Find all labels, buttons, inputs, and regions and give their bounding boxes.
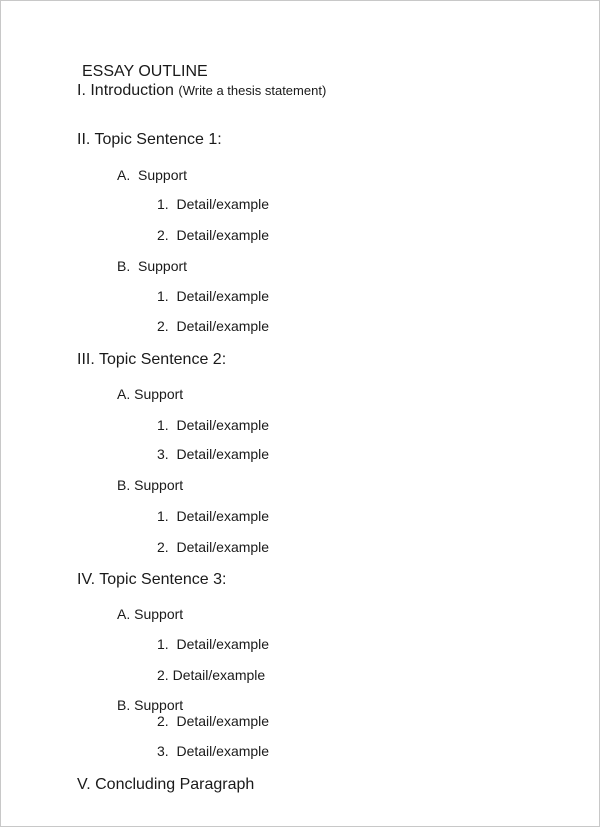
detail-item (157, 540, 269, 554)
support-label: Support (138, 167, 188, 183)
support-label: Support (138, 258, 188, 274)
support-label: Support (134, 606, 184, 622)
section-heading-text: Topic Sentence 3: (99, 571, 227, 588)
support-label: Support (134, 477, 184, 493)
detail-number: 2. (157, 227, 169, 243)
support-item (117, 168, 187, 182)
section-heading-text: Introduction (90, 82, 174, 99)
detail-number: 2. (157, 539, 169, 555)
support-letter: B. (117, 477, 131, 493)
detail-number: 1. (157, 196, 169, 212)
detail-text: Detail/example (176, 508, 270, 524)
support-letter: B. (117, 258, 131, 274)
detail-text: Detail/example (172, 667, 266, 683)
detail-item (157, 668, 265, 682)
detail-text: Detail/example (176, 417, 270, 433)
detail-text: Detail/example (176, 227, 270, 243)
detail-item (157, 319, 269, 333)
detail-item (157, 289, 269, 303)
detail-text: Detail/example (176, 713, 270, 729)
support-letter: B. (117, 697, 131, 713)
section-numeral: V. (77, 776, 91, 793)
detail-number: 1. (157, 288, 169, 304)
support-item (117, 607, 183, 621)
detail-text: Detail/example (176, 636, 270, 652)
support-item (117, 387, 183, 401)
detail-number: 2. (157, 667, 169, 683)
detail-item (157, 228, 269, 242)
section-heading-conclusion (77, 777, 254, 793)
support-letter: A. (117, 606, 131, 622)
section-heading-text: Topic Sentence 2: (98, 351, 227, 368)
support-item (117, 478, 183, 492)
detail-text: Detail/example (176, 318, 270, 334)
detail-item (157, 197, 269, 211)
section-note: (Write a thesis statement) (178, 83, 327, 98)
support-label: Support (134, 386, 184, 402)
detail-number: 2. (157, 713, 169, 729)
section-heading-topic-1 (77, 132, 222, 148)
detail-number: 1. (157, 417, 169, 433)
section-heading-topic-3 (77, 572, 226, 588)
detail-text: Detail/example (176, 196, 270, 212)
section-numeral: III. (77, 351, 95, 368)
detail-text: Detail/example (176, 288, 270, 304)
section-heading-text: Topic Sentence 1: (94, 131, 222, 148)
detail-item (157, 447, 269, 461)
section-numeral: II. (77, 131, 91, 148)
detail-text: Detail/example (176, 743, 270, 759)
page-title: ESSAY OUTLINE (82, 63, 208, 80)
detail-item (157, 714, 269, 728)
support-letter: A. (117, 386, 131, 402)
section-numeral: IV. (77, 571, 96, 588)
support-item (117, 259, 187, 273)
section-numeral: I. (77, 82, 86, 99)
detail-item (157, 509, 269, 523)
detail-number: 3. (157, 446, 169, 462)
support-letter: A. (117, 167, 131, 183)
support-item (117, 698, 183, 712)
detail-text: Detail/example (176, 446, 270, 462)
detail-item (157, 637, 269, 651)
detail-number: 1. (157, 508, 169, 524)
detail-text: Detail/example (176, 539, 270, 555)
detail-item (157, 418, 269, 432)
detail-number: 2. (157, 318, 169, 334)
detail-item (157, 744, 269, 758)
detail-number: 1. (157, 636, 169, 652)
section-heading-topic-2 (77, 352, 226, 368)
section-heading-introduction (77, 83, 326, 99)
detail-number: 3. (157, 743, 169, 759)
support-label: Support (134, 697, 184, 713)
section-heading-text: Concluding Paragraph (95, 776, 255, 793)
